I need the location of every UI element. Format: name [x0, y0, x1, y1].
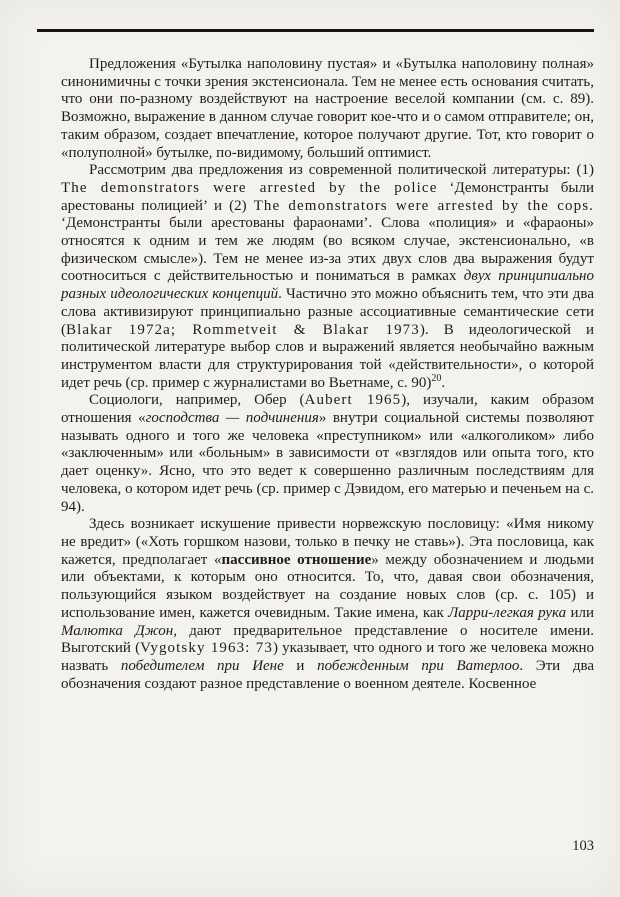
text-run: Предложения «Бутылка наполовину пустая» и «Бутылка наполовину полная» синонимичны с точки зрения экстенсионала. Тем не менее есть основания считать, что они по-разному воздействуют на настроение веселой компании (см. с. 89). Возможно, выражение в данном случае говорит кое-что и о самом отправителе; он, таким образом, создает впечатление, которое получают другие. Тот, кто говорит о «полуполной» бутылке, по-видимому, больший оптимист. [61, 56, 594, 161]
text-run: . Частично это можно объяснить тем, что эти два слова активизируют принципиально разные ассоциативные семантические сети ( [61, 286, 594, 338]
text-run: господства — подчинения [145, 410, 319, 427]
text-column [61, 56, 594, 693]
text-run: двух принципиально разных идеологических концепций [61, 268, 594, 303]
paragraph [61, 392, 594, 516]
text-run: . Эти два обозначения создают разное представление о военном деятеле. Косвенное [61, 657, 595, 692]
paragraph [61, 162, 594, 392]
text-run: The demonstrators were arrested by the cops. [253, 197, 594, 214]
text-run: ), изучали, каким образом отношения « [61, 392, 594, 427]
text-run: Рассмотрим два предложения из современной политической литературы: (1) [89, 162, 594, 179]
text-run: » внутри социальной системы позволяют называть одного и того же человека «преступником» или «алкоголиком» либо «заключенным» или «больным» в зависимости от «взглядов или опыта того, кто дает оценку». Ясно, что это ведет к совершенно различным последствиям для человека, о котором идет речь (ср. пример с Дэвидом, его матерью и печеньем на с. 94). [61, 410, 594, 515]
footnote-marker: 20 [431, 372, 442, 384]
text-run: . [441, 374, 446, 391]
text-run: ) указывает, что одного и того же человека можно назвать [61, 640, 594, 674]
text-run: The demonstrators were arrested by the police [61, 179, 438, 196]
text-run: ). В идеологической и политической литературе выбор слов и выражений является необычайно важным инструментом власти для структурирования той «действительности», о которой идет речь (ср. пример с журналистами во Вьетнаме, с. 90) [61, 321, 594, 391]
text-run: Здесь возникает искушение привести норвежскую пословицу: «Имя никому не вредит» («Хоть горшком назови, только в печку не ставь»). Эта пословица, как кажется, предполагает « [61, 516, 594, 568]
paragraph [61, 516, 594, 693]
paragraph [61, 56, 594, 162]
text-run: победителем при Иене [120, 657, 284, 674]
text-run: Ларри-легкая рука [448, 604, 567, 621]
text-run: Vygotsky 1963: 73 [140, 640, 273, 657]
header-rule [37, 29, 594, 32]
text-run: » между обозначением и людьми или объектами, к которым оно относится. То, что, давая свои обозначения, пользующийся языком воздействует на создание новых слов (ср. с. 105) и использование имен, кажется очевидным. Такие имена, как [61, 551, 594, 621]
text-run: пассивное отношение [221, 551, 372, 568]
text-run: , дают предварительное представление о носителе имени. Выготский ( [61, 622, 594, 657]
text-run: ‘Демонстранты были арестованы полицией’ и (2) [61, 179, 594, 214]
text-run: побежденным при Ватерлоо [317, 657, 520, 674]
text-run: и [283, 657, 318, 674]
text-run: Малютка Джон [61, 622, 174, 639]
text-run: или [566, 604, 595, 621]
page-number: 103 [572, 838, 594, 854]
text-run: Blakar 1972a; Rommetveit & Blakar 1973 [66, 321, 420, 338]
text-run: ‘Демонстранты были арестованы фараонами’. Слова «полиция» и «фараоны» относятся к одним и тем же людям (во всяком случае, экстенсионально, «в физическом смысле»). Тем не менее из-за этих двух слов два выражения будут соотноситься с действительностью и пониматься в рамках [61, 215, 594, 285]
text-run: Aubert 1965 [304, 392, 402, 409]
text-run: Социологи, например, Обер ( [89, 392, 305, 409]
